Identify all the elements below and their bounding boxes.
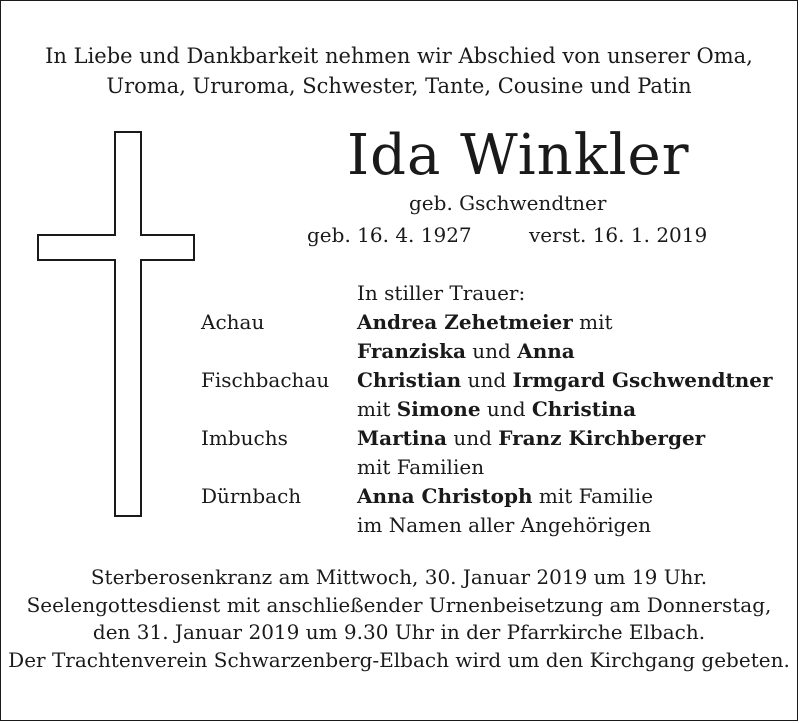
connector-text: und xyxy=(480,397,532,421)
mourner-place: Fischbachau xyxy=(201,368,330,392)
mourner-name: Franziska xyxy=(357,339,466,363)
mourners-caption: In stiller Trauer: xyxy=(357,281,526,305)
birth-date: geb. 16. 4. 1927 xyxy=(307,223,472,247)
mourner-place: Imbuchs xyxy=(201,426,288,450)
mourner-row xyxy=(201,424,773,453)
service-details xyxy=(1,564,797,674)
cross-icon xyxy=(37,131,195,517)
intro-text xyxy=(1,41,797,101)
connector-text: mit xyxy=(357,397,397,421)
maiden-name: geb. Gschwendtner xyxy=(409,191,607,215)
mourner-place xyxy=(201,453,357,482)
mourner-rows xyxy=(201,308,773,540)
connector-text: im Namen aller Angehörigen xyxy=(357,513,652,537)
intro-line: In Liebe und Dankbarkeit nehmen wir Abschied von unserer Oma, xyxy=(45,44,753,68)
mourner-place xyxy=(201,337,357,366)
connector-text: mit Familien xyxy=(357,455,485,479)
intro-line: Uroma, Ururoma, Schwester, Tante, Cousine und Patin xyxy=(106,74,692,98)
mourner-name: Simone xyxy=(396,397,481,421)
mourner-names xyxy=(357,511,651,540)
mourner-place xyxy=(201,395,357,424)
service-line: Seelengottesdienst mit anschließender Urnenbeisetzung am Donnerstag, xyxy=(26,592,772,617)
connector-text: mit Familie xyxy=(532,484,654,508)
connector-text: mit xyxy=(572,310,613,334)
connector-text: und xyxy=(465,339,518,363)
mourner-names xyxy=(357,308,613,337)
connector-text: und xyxy=(461,368,513,392)
mourner-names xyxy=(357,395,636,424)
mourner-row xyxy=(201,308,773,337)
mourner-place xyxy=(201,511,357,540)
service-line: Der Trachtenverein Schwarzenberg-Elbach wird um den Kirchgang gebeten. xyxy=(8,647,790,672)
mourner-name: Anna xyxy=(517,339,575,363)
mourner-names xyxy=(357,366,773,395)
mourner-row xyxy=(201,395,773,424)
connector-text: und xyxy=(446,426,499,450)
mourner-row xyxy=(201,482,773,511)
mourner-place: Achau xyxy=(201,310,265,334)
mourner-names xyxy=(357,482,653,511)
service-line: Sterberosenkranz am Mittwoch, 30. Januar 2019 um 19 Uhr. xyxy=(90,565,708,589)
service-line: den 31. Januar 2019 um 9.30 Uhr in der Pfarrkirche Elbach. xyxy=(92,620,706,644)
mourner-row xyxy=(201,366,773,395)
mourner-name: Christina xyxy=(531,397,637,421)
mourner-row xyxy=(201,453,773,482)
mourner-names xyxy=(357,453,484,482)
mourner-name: Franz Kirchberger xyxy=(498,426,706,450)
death-date: verst. 16. 1. 2019 xyxy=(529,223,708,247)
mourner-names xyxy=(357,337,575,366)
mourner-names xyxy=(357,424,705,453)
mourner-name: Irmgard Gschwendtner xyxy=(512,368,773,392)
mourner-name: Martina xyxy=(357,426,447,450)
mourner-place: Dürnbach xyxy=(201,484,302,508)
mourner-row xyxy=(201,511,773,540)
mourner-name: Anna Christoph xyxy=(357,484,533,508)
mourners-list xyxy=(201,279,773,540)
mourner-name: Christian xyxy=(357,368,462,392)
mourner-name: Andrea Zehetmeier xyxy=(357,310,573,334)
mourner-row xyxy=(201,337,773,366)
deceased-name: Ida Winkler xyxy=(347,123,690,188)
